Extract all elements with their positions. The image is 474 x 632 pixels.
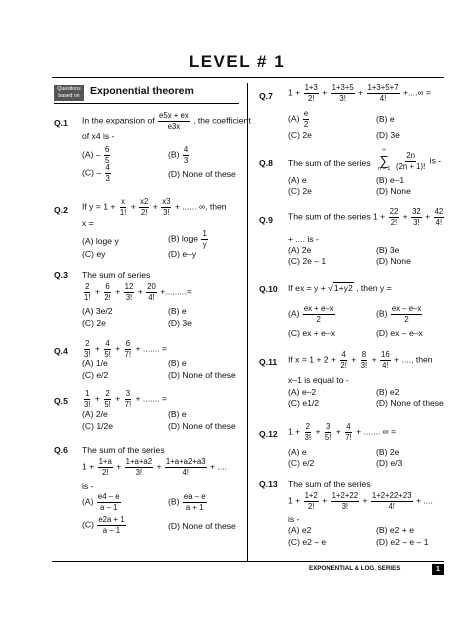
question-number: Q.7 (259, 91, 273, 101)
page-number: 1 (432, 564, 444, 575)
question-expression: $\frac{2}{1!}$ + $\frac{6}{2!}$ + $\frac{12}{3!}$ + $\frac{20}{4!}$ +.........= (84, 282, 192, 302)
option-c: (C) e1/2 (288, 398, 320, 408)
option-b: (B) 3e (376, 245, 400, 255)
column-divider (247, 83, 248, 561)
question-text: The sum of the series 1 + $\frac{22}{2!}$ + $\frac{32}{3!}$ + $\frac{42}{4!}$ (288, 207, 444, 227)
option-a: (A) 2e (288, 245, 312, 255)
question-text: + .... is - (288, 234, 319, 244)
option-d: (D) None (376, 186, 411, 196)
option-a: (A) $\frac{e4 - e}{a - 1}$ (82, 492, 120, 512)
option-a: (A) 2/e (82, 409, 108, 419)
question-text: The sum of series (82, 270, 151, 280)
question-expression: $\frac{2n}{(2n + 1)!}$ is - (396, 151, 442, 171)
question-text: In the expansion of $\frac{e5x + ex}{e3x}$ , the coefficient (82, 111, 251, 131)
option-d: (D) e–y (168, 249, 197, 259)
question-text: is - (82, 481, 94, 491)
question-expression: 1 + $\frac{1+2}{2!}$ + $\frac{1+2+22}{3!}$ + $\frac{1+2+22+23}{4!}$ + .... (288, 491, 433, 511)
option-b: (B) loge $\frac{1}{y}$ (168, 229, 207, 249)
option-a: (A) $\frac{ex + e-x}{2}$ (288, 304, 334, 324)
option-c: (C) 2e (288, 130, 312, 140)
option-a: (A) $\frac{e}{2}$ (288, 109, 309, 129)
option-b: (B) e (376, 114, 395, 124)
question-number: Q.9 (259, 215, 273, 225)
option-b: (B) e (168, 358, 187, 368)
option-a: (A) loge y (82, 236, 119, 246)
question-text: If y = 1 + $\frac{x}{1!}$ + $\frac{x2}{2!}$ + $\frac{x3}{3!}$ + ...... ∞, then (82, 197, 227, 217)
option-d: (D) e/3 (376, 458, 403, 468)
title-rule (52, 77, 444, 78)
option-c: (C) e/2 (288, 458, 315, 468)
option-c: (C) – $\frac{4}{3}$ (82, 163, 110, 183)
option-b: (B) e2 (376, 387, 400, 397)
option-d: (D) ex – e–x (376, 328, 423, 338)
question-number: Q.12 (259, 429, 278, 439)
question-text: x–1 is equal to - (288, 375, 349, 385)
section-rule (54, 103, 239, 104)
option-a: (A) 3e/2 (82, 306, 113, 316)
question-text: The sum of the series (288, 158, 371, 168)
section-heading: Exponential theorem (90, 85, 194, 97)
question-number: Q.5 (54, 396, 68, 406)
option-d: (D) None of these (168, 421, 236, 431)
option-d: (D) 3e (376, 130, 400, 140)
question-number: Q.2 (54, 205, 68, 215)
option-b: (B) $\frac{ea - e}{a + 1}$ (168, 492, 206, 512)
option-a: (A) e–2 (288, 387, 317, 397)
option-d: (D) None of these (376, 398, 444, 408)
option-b: (B) $\frac{4}{3}$ (168, 145, 189, 165)
option-c: (C) e2 – e (288, 537, 327, 547)
question-expression: 1 + $\frac{1+a}{2!}$ + $\frac{1+a+a2}{3!}$ + $\frac{1+a+a2+a3}{4!}$ + .... (82, 457, 227, 477)
question-expression: 1 + $\frac{2}{3!}$ + $\frac{3}{5!}$ + $\frac{4}{7!}$ + ....... ∞ = (288, 422, 397, 442)
question-number: Q.13 (259, 479, 278, 489)
option-a: (A) e (288, 175, 307, 185)
option-a: (A) 1/e (82, 358, 108, 368)
section-badge: Questions based on (54, 85, 84, 101)
option-d: (D) e2 – e – 1 (376, 537, 429, 547)
question-text: x = (82, 218, 94, 228)
question-number: Q.3 (54, 270, 68, 280)
option-b: (B) e2 + e (376, 525, 414, 535)
option-c: (C) ey (82, 249, 106, 259)
option-a: (A) – $\frac{6}{5}$ (82, 145, 110, 165)
question-expression: $\frac{2}{3!}$ + $\frac{4}{5!}$ + $\frac{6}{7!}$ + ....... = (84, 339, 168, 359)
option-a: (A) e (288, 447, 307, 457)
option-c: (C) ex + e–x (288, 328, 336, 338)
option-a: (A) e2 (288, 525, 312, 535)
question-text: If ex = y + √1+y2 , then y = (288, 283, 392, 293)
question-text: is - (288, 514, 300, 524)
question-text: The sum of the series (288, 479, 371, 489)
question-number: Q.4 (54, 346, 68, 356)
option-d: (D) None of these (168, 169, 236, 179)
page-title: LEVEL # 1 (188, 52, 286, 71)
question-number: Q.11 (259, 357, 278, 367)
option-b: (B) e–1 (376, 175, 405, 185)
question-expression: $\frac{1}{3!}$ + $\frac{2}{5!}$ + $\frac{3}{7!}$ + ....... = (84, 389, 168, 409)
question-number: Q.8 (259, 158, 273, 168)
question-text: The sum of the series (82, 445, 165, 455)
option-c: (C) 2e – 1 (288, 256, 327, 266)
question-text: of x4 is - (82, 131, 115, 141)
question-text: If x = 1 + 2 + $\frac{4}{2!}$ + $\frac{8}{3!}$ + $\frac{16}{4!}$ + ...., then (288, 350, 433, 370)
option-c: (C) $\frac{e2a + 1}{a - 1}$ (82, 515, 125, 535)
option-d: (D) 3e (168, 318, 192, 328)
option-b: (B) e (168, 306, 187, 316)
footer-rule (52, 561, 444, 562)
option-b: (B) e (168, 409, 187, 419)
option-d: (D) None (376, 256, 411, 266)
option-c: (C) 2e (288, 186, 312, 196)
option-d: (D) None of these (168, 521, 236, 531)
question-expression: 1 + $\frac{1+3}{2!}$ + $\frac{1+3+5}{3!}$ + $\frac{1+3+5+7}{4!}$ +....∞ = (288, 83, 432, 103)
option-b: (B) 2e (376, 447, 400, 457)
option-c: (C) e/2 (82, 370, 109, 380)
option-d: (D) None of these (168, 370, 236, 380)
question-number: Q.6 (54, 445, 68, 455)
option-c: (C) 2e (82, 318, 106, 328)
question-number: Q.10 (259, 284, 278, 294)
summation-symbol: ∞ ∑ n = 1 (378, 147, 391, 172)
footer-label: EXPONENTIAL & LOG. SERIES (309, 565, 401, 572)
question-number: Q.1 (54, 118, 68, 128)
option-c: (C) 1/2e (82, 421, 114, 431)
option-b: (B) $\frac{ex - e-x}{2}$ (376, 304, 422, 324)
